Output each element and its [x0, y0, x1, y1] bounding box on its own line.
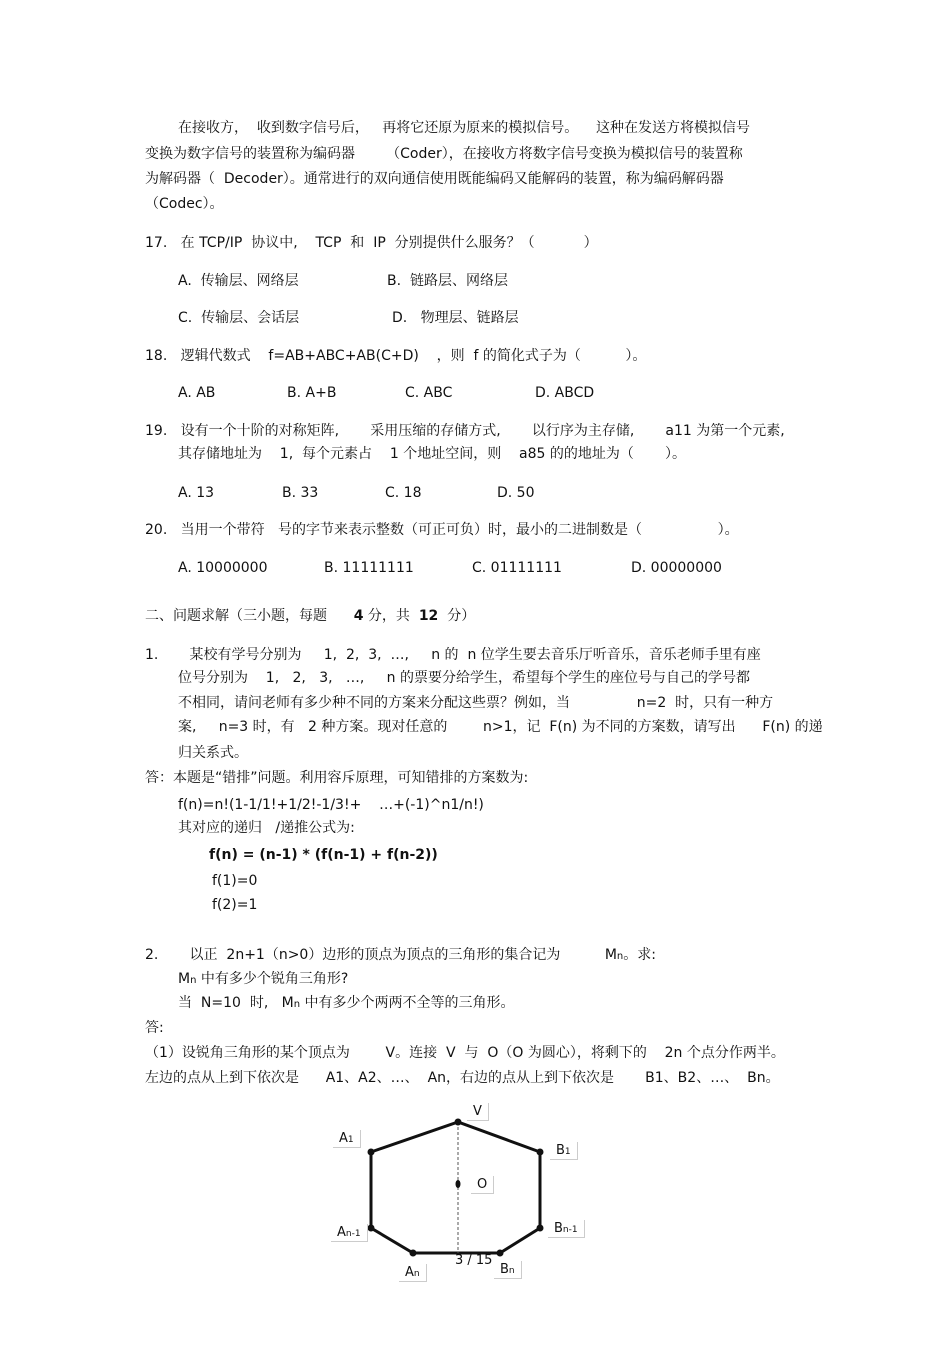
q19-option-b: B. 33	[282, 485, 319, 501]
q18-option-c: C. ABC	[405, 385, 453, 401]
label-an: An	[399, 1264, 427, 1282]
q17-option-d: D. 物理层、链路层	[392, 310, 519, 326]
p1-line-1: 1. 某校有学号分别为 1, 2, 3, …, n 的 n 位学生要去音乐厅听音乐，音乐老师手里有座	[145, 647, 761, 663]
q20-option-b: B. 11111111	[324, 560, 414, 576]
p1-recurrence: f(n) = (n-1) * (f(n-1) + f(n-2))	[209, 847, 438, 863]
q17-option-c: C. 传输层、会话层	[178, 310, 300, 326]
label-a1: A1	[333, 1130, 361, 1148]
q20-option-c: C. 01111111	[472, 560, 562, 576]
p1-base-1: f(1)=0	[212, 873, 258, 889]
p2-line-1: 2. 以正 2n+1（n>0）边形的顶点为顶点的三角形的集合记为 Mn。求:	[145, 947, 656, 963]
q20-stem: 20. 当用一个带符 号的字节来表示整数（可正可负）时，最小的二进制数是（ ）。	[145, 522, 739, 538]
q18-option-d: D. ABCD	[535, 385, 595, 401]
p1-line-2: 位号分别为 1, 2, 3, …, n 的票要分给学生，希望每个学生的座位号与自己的学号都	[178, 670, 750, 686]
p1-base-2: f(2)=1	[212, 897, 258, 913]
p2-line-3: 当 N=10 时, Mn 中有多少个两两不全等的三角形。	[178, 995, 515, 1011]
label-v: V	[467, 1103, 489, 1121]
p1-line-3: 不相同，请问老师有多少种不同的方案来分配这些票？例如，当 n=2 时，只有一种方	[178, 695, 774, 711]
p1-line-5: 归关系式。	[178, 745, 248, 761]
q20-option-d: D. 00000000	[631, 560, 722, 576]
label-an-1: An-1	[331, 1224, 368, 1242]
label-bn: Bn	[494, 1261, 522, 1279]
q19-option-c: C. 18	[385, 485, 422, 501]
p1-formula-1: f(n)=n!(1-1/1!+1/2!-1/3!+ …+(-1)^n1/n!)	[178, 797, 484, 813]
section-2-heading: 二、问题求解（三小题，每题 4 分，共 12 分）	[145, 608, 476, 624]
polygon-outline	[371, 1122, 540, 1253]
q18-option-b: B. A+B	[287, 385, 337, 401]
page-number: 3 / 15	[455, 1253, 493, 1268]
q19-stem-line-1: 19. 设有一个十阶的对称矩阵, 采用压缩的存储方式, 以行序为主存储, a11 为第一个元素,	[145, 423, 785, 439]
vertex-bn-1	[537, 1225, 544, 1232]
intro-line-4: （Codec）。	[145, 196, 224, 212]
q17-option-b: B. 链路层、网络层	[387, 273, 508, 289]
intro-line-3: 为解码器（ Decoder）。通常进行的双向通信使用既能编码又能解码的装置，称为编码解码器	[145, 171, 724, 187]
center-o	[456, 1180, 461, 1188]
intro-line-2: 变换为数字信号的装置称为编码器 （Coder），在接收方将数字信号变换为模拟信号的装置称	[145, 146, 743, 162]
q19-option-d: D. 50	[497, 485, 535, 501]
vertex-an	[410, 1250, 417, 1257]
p2-line-2: Mn 中有多少个锐角三角形?	[178, 971, 349, 987]
vertex-a1	[368, 1149, 375, 1156]
q19-stem-line-2: 其存储地址为 1, 每个元素占 1 个地址空间，则 a85 的的地址为（ ）。	[178, 446, 687, 462]
vertex-an-1	[368, 1225, 375, 1232]
p1-formula-intro: 其对应的递归 /递推公式为:	[178, 820, 355, 836]
q18-stem: 18. 逻辑代数式 f=AB+ABC+AB(C+D) ，则 f 的简化式子为（ ）。	[145, 348, 647, 364]
p2-solution-line-2: 左边的点从上到下依次是 A1、A2、…、 An，右边的点从上到下依次是 B1、B2、…、 Bn。	[145, 1070, 780, 1086]
label-b1: B1	[550, 1142, 578, 1160]
p2-answer-label: 答:	[145, 1020, 164, 1036]
vertex-b1	[537, 1149, 544, 1156]
p2-solution-line-1: （1）设锐角三角形的某个顶点为 V。连接 V 与 O（O 为圆心），将剩下的 2n 个点分作两半。	[145, 1045, 785, 1061]
q17-option-a: A. 传输层、网络层	[178, 273, 299, 289]
q17-stem: 17. 在 TCP/IP 协议中, TCP 和 IP 分别提供什么服务？（ ）	[145, 235, 598, 251]
q18-option-a: A. AB	[178, 385, 216, 401]
vertex-v	[455, 1119, 462, 1126]
label-bn-1: Bn-1	[548, 1220, 585, 1238]
p1-line-4: 案, n=3 时，有 2 种方案。现对任意的 n>1，记 F(n) 为不同的方案数，请写出 F(n) 的递	[178, 719, 823, 735]
intro-line-1: 在接收方， 收到数字信号后， 再将它还原为原来的模拟信号。 这种在发送方将模拟信号	[178, 120, 751, 136]
q20-option-a: A. 10000000	[178, 560, 268, 576]
vertex-bn	[497, 1250, 504, 1257]
label-o: O	[471, 1176, 494, 1194]
q19-option-a: A. 13	[178, 485, 215, 501]
p1-answer: 答：本题是“错排”问题。利用容斥原理，可知错排的方案数为:	[145, 770, 529, 786]
